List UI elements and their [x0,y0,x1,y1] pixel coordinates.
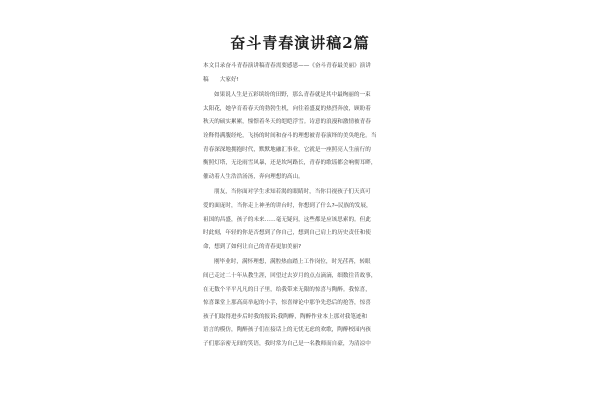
text-line: 诠释得满腹经纶，飞扬的时间和奋斗的理想被青春演绎的美奂绝伦。当 [203,132,377,139]
text-line: 孩子们取得进步后时我的报诉;我陶醉，陶醉作业本上那对我笔迹和 [203,313,368,320]
text-line: 时此刻，年轻的你是否想到了你自己，想到自己肩上的历史责任和使 [203,230,371,237]
paragraph-2 [203,186,395,254]
paragraph-1 [203,89,395,184]
text-line: 如果说人生是五彩缤纷的田野，那么青春就是其中最绚丽的一束 [214,92,371,99]
text-line: 子们那亲密无间的笑语，我时常为自己是一名教师而自豪，为清凉中 [203,340,371,347]
intro-paragraph [203,60,395,87]
document-body [203,60,395,353]
intro-line: 稿 大家好! [203,76,239,83]
text-line: 语言的模仿，陶醉孩子们在接话上的无忧无虑的欢歌，陶醉校园内孩 [203,327,371,334]
text-line: 朋友，当你面对学生求知若渴的眼睛时，当你目视孩子们天真可 [214,189,371,196]
text-line: 在无数个平平凡凡的日子里，给我带来无限的惊喜与陶醉。我惊喜， [203,286,371,293]
intro-line: 本文目录奋斗青春演讲稿青春需要感恩——《奋斗青春最美丽》演讲 [203,63,371,69]
text-line: 爱的面庞时，当你走上神圣的讲台时，你想到了什么?─民族的发展， [203,202,372,209]
text-line: 刚毕业时，满怀理想，满腔热血踏上工作岗位，时光荏苒，转眼 [214,259,371,266]
text-line: 青春深深地拥抱时代，默默地融汇事业，它就是一座照亮人生前行的 [203,146,371,153]
text-line: 太阳花，她孕育着春天的勃勃生机，向往着盛夏的热烈奔放，顾盼着 [203,105,371,112]
text-line: 衡照灯塔，无论雨雪风暴，还是坎坷路长，青春的歌谣都会响彻耳畔， [203,160,377,167]
paragraph-3 [203,256,395,351]
text-line: 催动着人生浩浩汤汤，奔向理想的高山。 [203,173,304,180]
text-line: 秋天的硕实累累，憧憬着冬天的皑皑浮雪。诗意的浪漫和激情被青春 [203,119,371,126]
text-line: 惊喜课堂上那高高举起的小手，惊喜辩论中那争先恐后的抢答，惊喜 [203,300,371,307]
text-line: 命，想到了如何让自己的青春更加美丽? [203,243,302,250]
text-line: 祖国的昌盛，孩子的未来……毫无疑问，这些都是应该思索的。但此 [203,216,371,223]
text-line: 间已走过二十年从教生涯，回望过去岁月的点点滴滴，细数往昔故事， [203,272,377,279]
document-title: 奋斗青春演讲稿2篇 [230,34,370,52]
